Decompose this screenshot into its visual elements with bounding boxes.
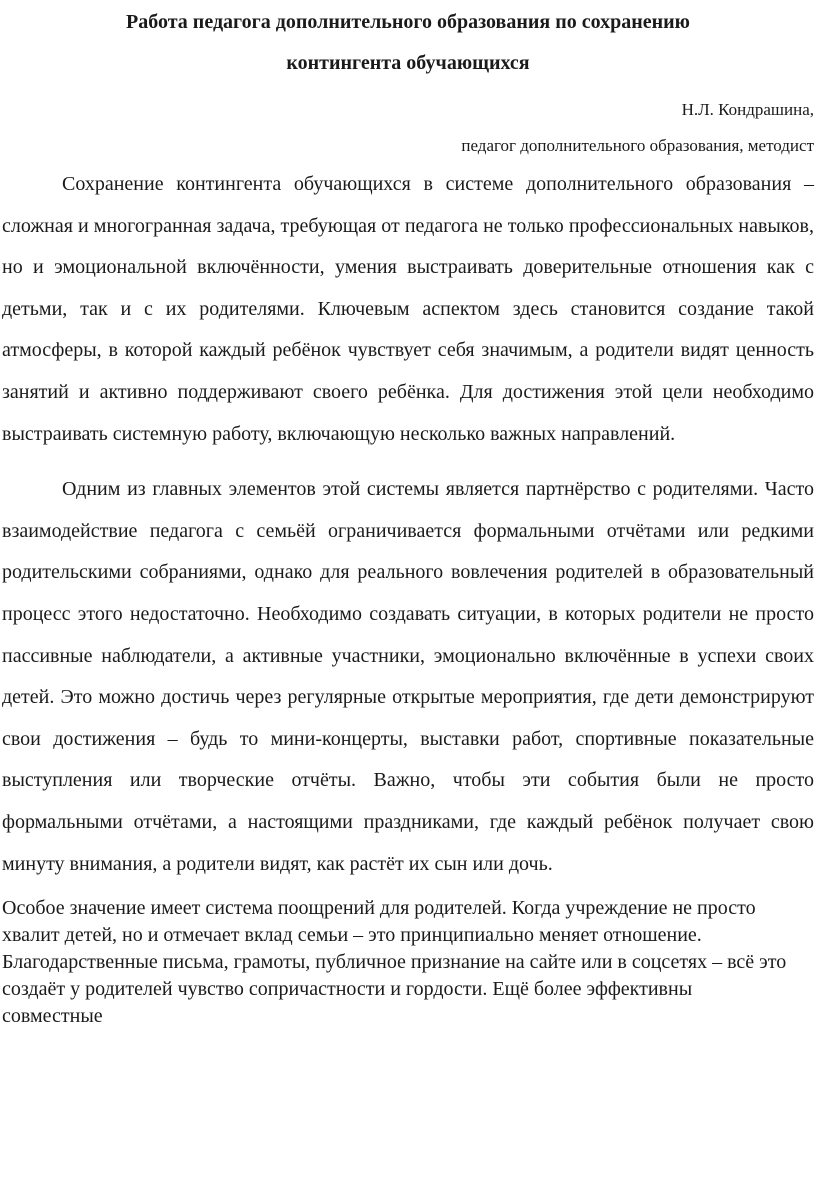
- title-line-2: контингента обучающихся: [286, 52, 530, 74]
- author-block: [2, 92, 814, 164]
- title-line-1: Работа педагога дополнительного образования по сохранению: [126, 11, 690, 33]
- document-title: [2, 0, 814, 84]
- author-name: Н.Л. Кондрашина,: [681, 100, 814, 119]
- paragraph-2: Одним из главных элементов этой системы является партнёрство с родителями. Часто взаимодействие педагога с семьёй ограничивается формальными отчётами или редкими родительскими собраниями, однако для реального вовлечения родителей в образовательный процесс этого недостаточно. Необходимо создавать ситуации, в которых родители не просто пассивные наблюдатели, а активные участники, эмоционально включённые в успехи своих детей. Это можно достичь через регулярные открытые мероприятия, где дети демонстрируют свои достижения – будь то мини-концерты, выставки работ, спортивные показательные выступления или творческие отчёты. Важно, чтобы эти события были не просто формальными отчётами, а настоящими праздниками, где каждый ребёнок получает свою минуту внимания, а родители видят, как растёт их сын или дочь.: [2, 478, 814, 875]
- paragraph-3: Особое значение имеет система поощрений для родителей. Когда учреждение не просто хвалит детей, но и отмечает вклад семьи – это принципиально меняет отношение. Благодарственные письма, грамоты, публичное признание на сайте или в соцсетях – всё это создаёт у родителей чувство сопричастности и гордости. Ещё более эффективны совместные: [2, 897, 787, 1028]
- paragraph-1: Сохранение контингента обучающихся в системе дополнительного образования – сложная и многогранная задача, требующая от педагога не только профессиональных навыков, но и эмоциональной включённости, умения выстраивать доверительные отношения как с детьми, так и с их родителями. Ключевым аспектом здесь становится создание такой атмосферы, в которой каждый ребёнок чувствует себя значимым, а родители видят ценность занятий и активно поддерживают своего ребёнка. Для достижения этой цели необходимо выстраивать системную работу, включающую несколько важных направлений.: [2, 173, 814, 445]
- author-position: педагог дополнительного образования, методист: [461, 136, 814, 155]
